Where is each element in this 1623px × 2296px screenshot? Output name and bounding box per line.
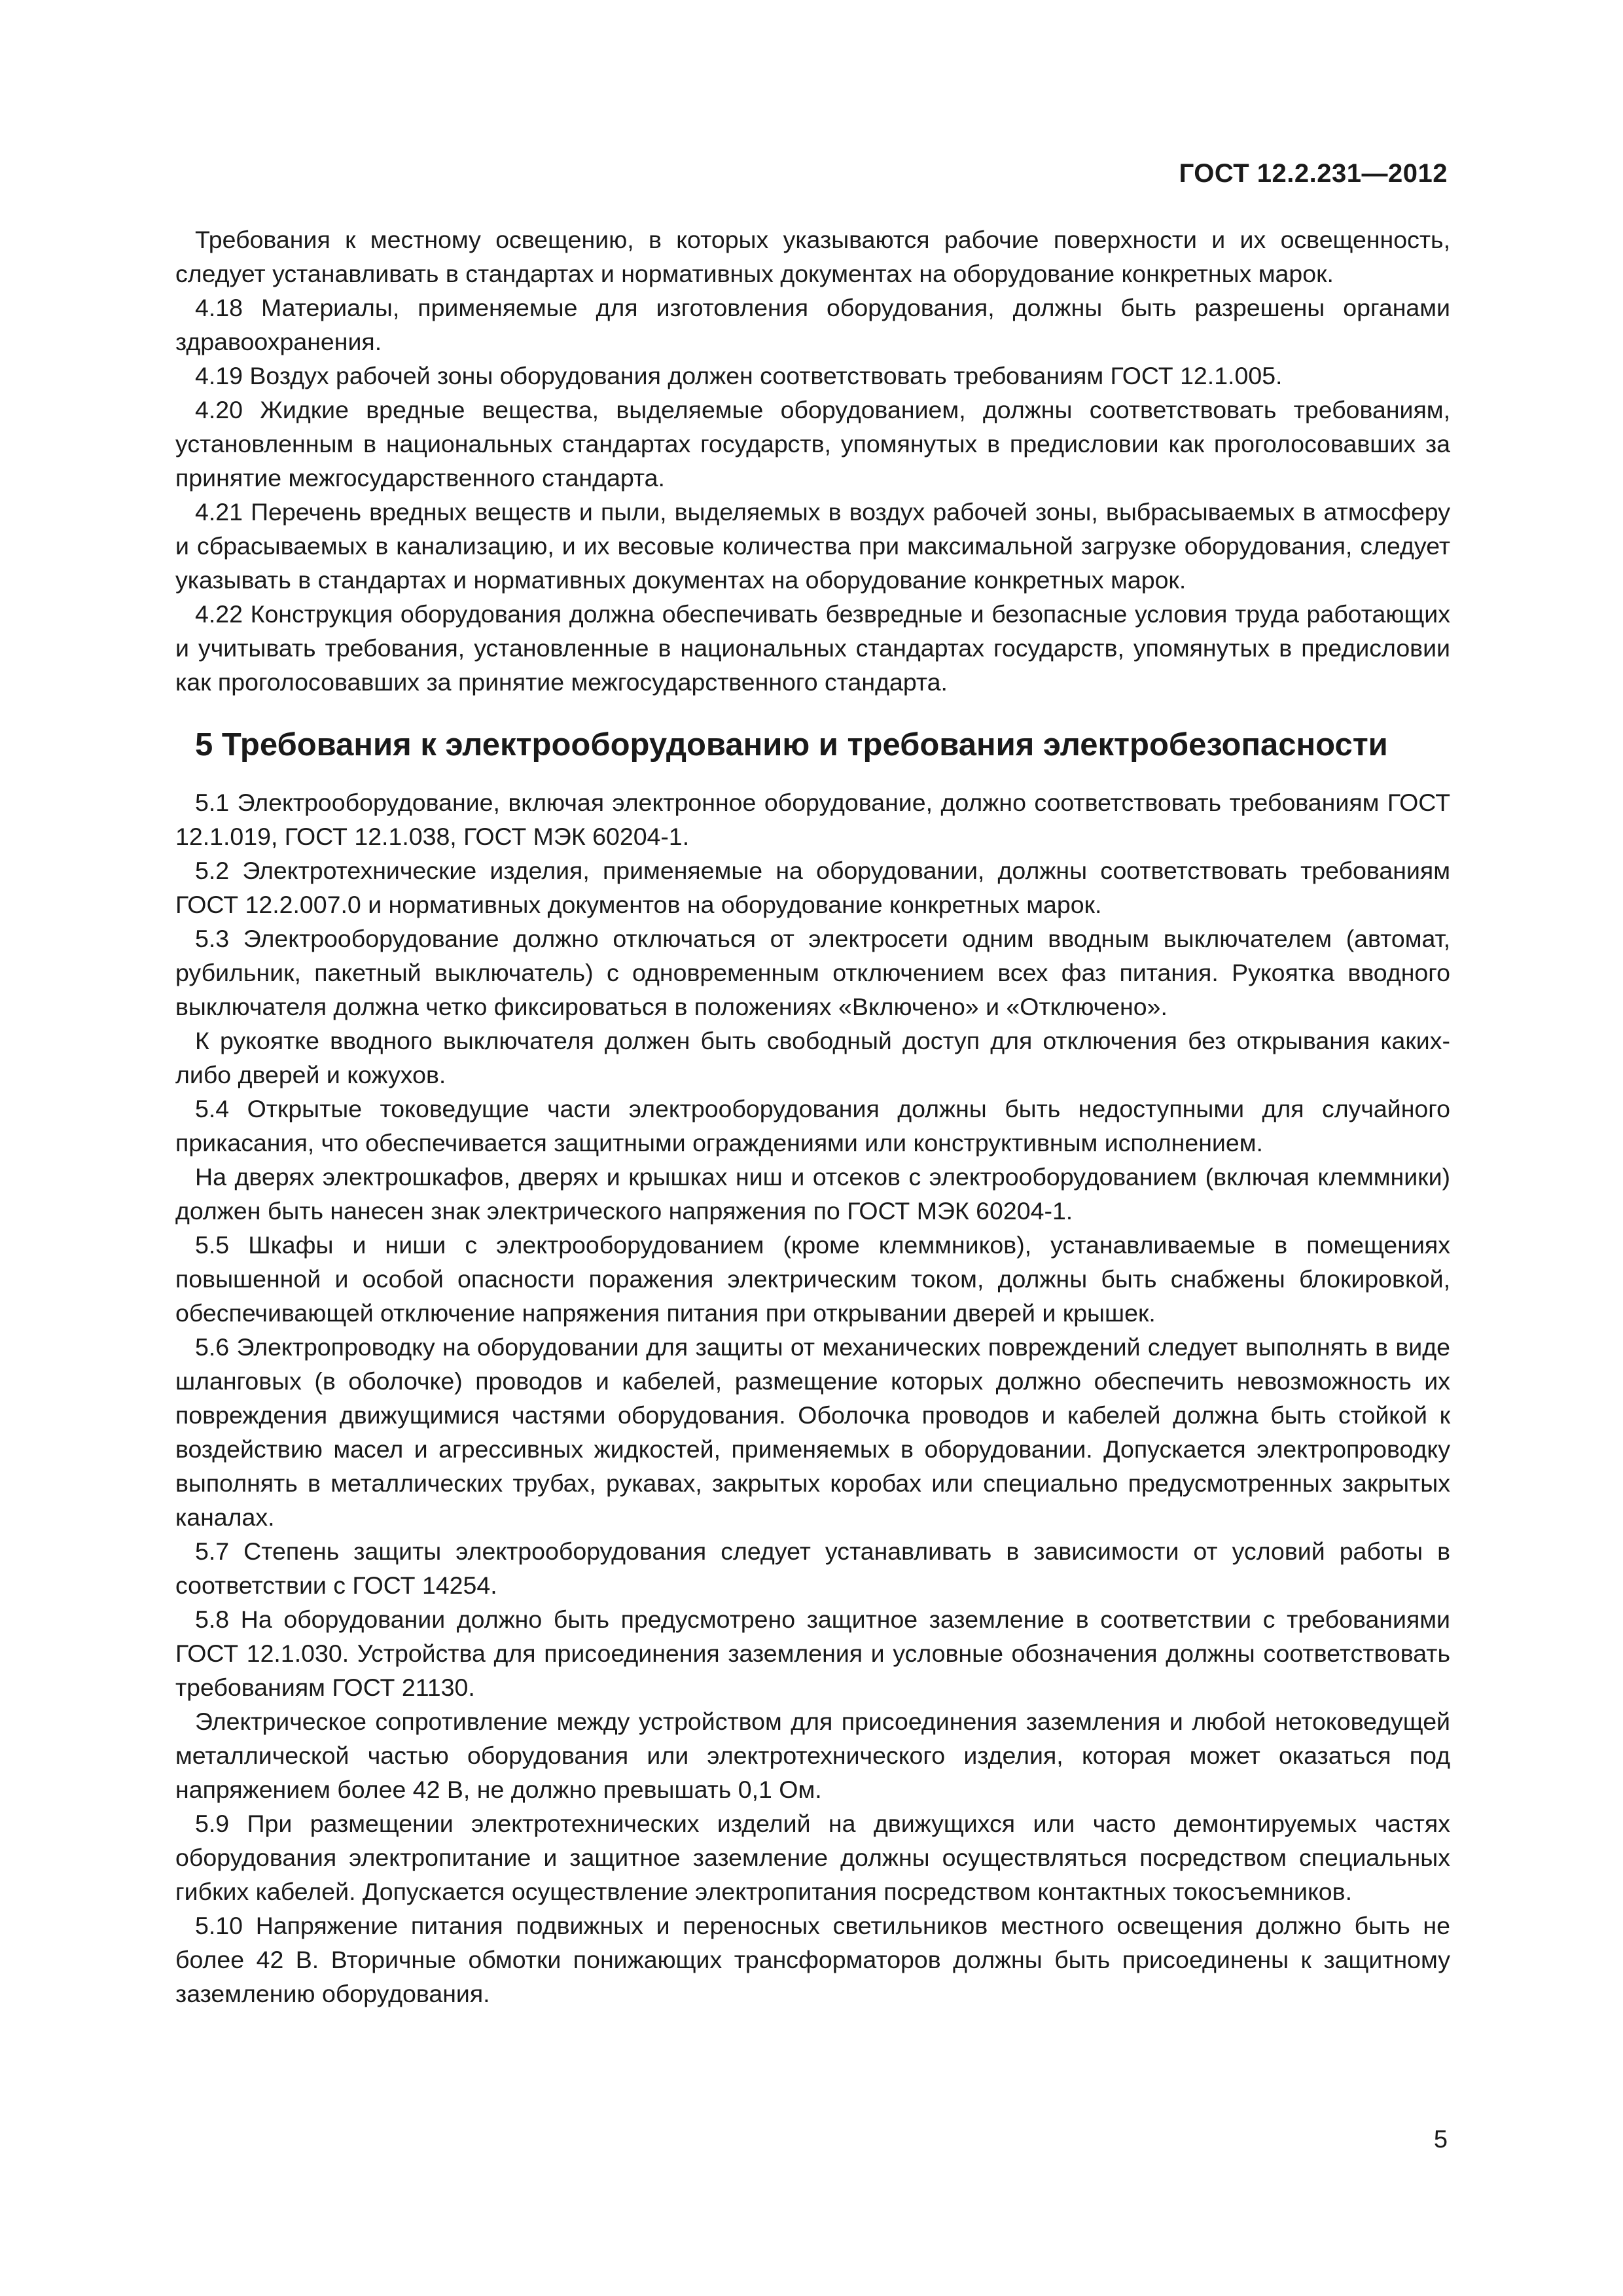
paragraph-5-4: 5.4 Открытые токоведущие части электрооборудования должны быть недоступными для случайного прикасания, что обеспечивается защитными ограждениями или конструктивным исполнением. xyxy=(175,1095,1450,1157)
paragraph-5-10: 5.10 Напряжение питания подвижных и переносных светильников местного освещения должно быть не более 42 В. Вторичные обмотки понижающих трансформаторов должны быть присоединены к защитному заземлению оборудования. xyxy=(175,1912,1450,2007)
paragraph-5-8-resistance: Электрическое сопротивление между устройством для присоединения заземления и любой нетоковедущей металлической частью оборудования или электротехнического изделия, которая может оказаться под напряжением более 42 В, не должно превышать 0,1 Ом. xyxy=(175,1708,1450,1803)
paragraph-5-2: 5.2 Электротехнические изделия, применяемые на оборудовании, должны соответствовать требованиям ГОСТ 12.2.007.0 и нормативных документов на оборудование конкретных марок. xyxy=(175,857,1450,918)
paragraph-5-9: 5.9 При размещении электротехнических изделий на движущихся или часто демонтируемых частях оборудования электропитание и защитное заземление должны осуществляться посредством специальных гибких кабелей. Допускается осуществление электропитания посредством контактных токосъемников. xyxy=(175,1810,1450,1905)
paragraph-4-22: 4.22 Конструкция оборудования должна обеспечивать безвредные и безопасные условия труда работающих и учитывать требования, установленные в национальных стандартах государств, упомянутых в предисловии как проголосовавших за принятие межгосударственного стандарта. xyxy=(175,600,1450,696)
paragraph-4-19: 4.19 Воздух рабочей зоны оборудования должен соответствовать требованиям ГОСТ 12.1.005. xyxy=(195,362,1283,389)
document-body xyxy=(175,223,1450,2011)
paragraph-5-3: 5.3 Электрооборудование должно отключаться от электросети одним вводным выключателем (автомат, рубильник, пакетный выключатель) с одновременным отключением всех фаз питания. Рукоятка вводного выключателя должна четко фиксироваться в положениях «Включено» и «Отключено». xyxy=(175,925,1450,1020)
paragraph-5-4-voltage-sign: На дверях электрошкафов, дверях и крышках ниш и отсеков с электрооборудованием (включая клеммники) должен быть нанесен знак электрического напряжения по ГОСТ МЭК 60204-1. xyxy=(175,1163,1450,1225)
paragraph-5-1: 5.1 Электрооборудование, включая электронное оборудование, должно соответствовать требованиям ГОСТ 12.1.019, ГОСТ 12.1.038, ГОСТ МЭК 60204-1. xyxy=(175,789,1450,850)
paragraph-4-18: 4.18 Материалы, применяемые для изготовления оборудования, должны быть разрешены органами здравоохранения. xyxy=(175,294,1450,355)
paragraph-5-7: 5.7 Степень защиты электрооборудования следует устанавливать в зависимости от условий работы в соответствии с ГОСТ 14254. xyxy=(175,1537,1450,1599)
paragraph-5-6: 5.6 Электропроводку на оборудовании для защиты от механических повреждений следует выполнять в виде шланговых (в оболочке) проводов и кабелей, размещение которых должно обеспечить невозможность их повреждения движущимися частями оборудования. Оболочка проводов и кабелей должна быть стойкой к воздействию масел и агрессивных жидкостей, применяемых в оборудовании. Допускается электропроводку выполнять в металлических трубах, рукавах, закрытых коробах или специально предусмотренных закрытых каналах. xyxy=(175,1333,1450,1531)
page-number: 5 xyxy=(1433,2126,1448,2153)
document-standard-number: ГОСТ 12.2.231—2012 xyxy=(1179,159,1448,188)
paragraph-4-20: 4.20 Жидкие вредные вещества, выделяемые оборудованием, должны соответствовать требованиям, установленным в национальных стандартах государств, упомянутых в предисловии как проголосовавших за принятие межгосударственного стандарта. xyxy=(175,396,1450,492)
paragraph-5-3-switch-access: К рукоятке вводного выключателя должен быть свободный доступ для отключения без открывания каких-либо дверей и кожухов. xyxy=(175,1027,1450,1088)
paragraph-4-17-local-lighting: Требования к местному освещению, в которых указываются рабочие поверхности и их освещенность, следует устанавливать в стандартах и нормативных документах на оборудование конкретных марок. xyxy=(175,226,1450,287)
section-5-heading: 5 Требования к электрооборудованию и требования электробезопасности xyxy=(195,727,1388,762)
paragraph-5-8: 5.8 На оборудовании должно быть предусмотрено защитное заземление в соответствии с требованиями ГОСТ 12.1.030. Устройства для присоединения заземления и условные обозначения должны соответствовать требованиям ГОСТ 21130. xyxy=(175,1605,1450,1701)
paragraph-4-21: 4.21 Перечень вредных веществ и пыли, выделяемых в воздух рабочей зоны, выбрасываемых в атмосферу и сбрасываемых в канализацию, и их весовые количества при максимальной загрузке оборудования, следует указывать в стандартах и нормативных документах на оборудование конкретных марок. xyxy=(175,498,1450,594)
paragraph-5-5: 5.5 Шкафы и ниши с электрооборудованием (кроме клеммников), устанавливаемые в помещениях повышенной и особой опасности поражения электрическим током, должны быть снабжены блокировкой, обеспечивающей отключение напряжения питания при открывании дверей и крышек. xyxy=(175,1231,1450,1327)
